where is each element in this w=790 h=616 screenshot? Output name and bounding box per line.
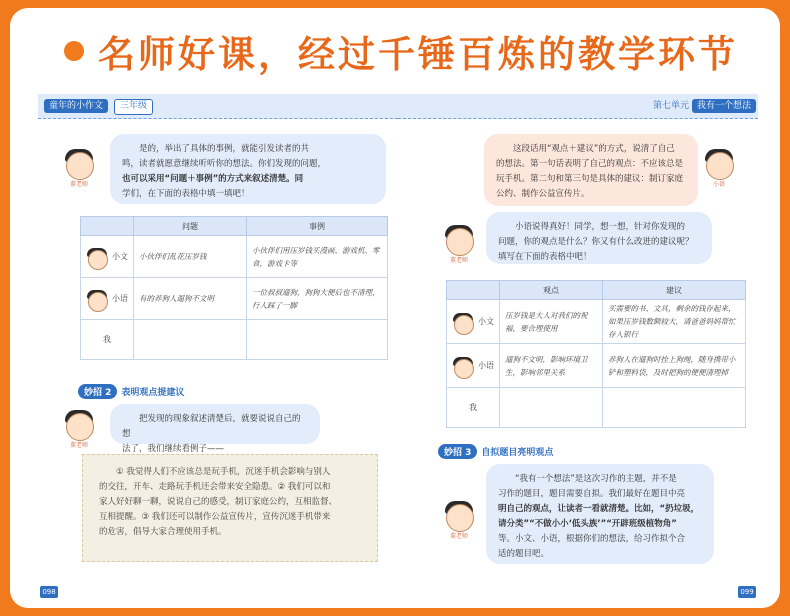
teacher-speech-bubble <box>486 212 712 264</box>
teacher-avatar-icon: 董老师 <box>442 222 476 262</box>
banner <box>10 8 780 90</box>
table-row <box>447 344 746 388</box>
tip-label: 自拟题目亮明观点 <box>481 448 554 458</box>
student-avatar-icon <box>452 354 474 378</box>
title-tag: 我有一个想法 <box>692 99 756 113</box>
bullet-dot-icon <box>64 41 84 61</box>
bubble-line: 鸣，读者就愿意继续听听你的想法。你们发现的问题， <box>122 159 327 169</box>
book-spread <box>38 94 758 604</box>
grade-tag: 三年级 <box>114 99 153 115</box>
row-label: 我 <box>81 320 134 360</box>
bubble-line: 填写在下面的表格中吧！ <box>498 252 592 262</box>
book-tag: 童年的小作文 <box>44 99 108 113</box>
bubble-line: 明自己的观点，让读者一看就清楚。比如，“扔垃圾， <box>498 504 700 514</box>
bubble-line: 适的题目吧。 <box>498 549 550 559</box>
student-speech-bubble <box>484 134 698 206</box>
tip-heading <box>78 384 184 399</box>
teacher-avatar-icon: 董老师 <box>442 498 476 538</box>
table-header: 事例 <box>247 217 388 236</box>
bubble-line: 的想法。第一句话表明了自己的观点：不应该总是 <box>496 159 684 169</box>
note-line: 互相提醒。③ 我们还可以制作公益宣传片，宣传沉迷手机带来 <box>99 512 331 522</box>
table-cell[interactable] <box>603 388 746 428</box>
table-row <box>447 300 746 344</box>
table-cell[interactable] <box>500 388 603 428</box>
table-row <box>81 320 388 360</box>
bubble-line: 习作的题目，题目需要自拟。我们最好在题目中亮 <box>498 489 686 499</box>
table-cell[interactable]: 遛狗不文明，影响环境卫生，影响邻里关系 <box>500 344 603 388</box>
table-header <box>81 217 134 236</box>
bubble-line: 问题，你的观点是什么？你又有什么改进的建议呢？ <box>498 237 694 247</box>
left-page <box>38 94 398 604</box>
bubble-line: 是的，举出了具体的事例，就能引发读者的共 <box>139 144 310 154</box>
tip-pill: 妙招 2 <box>78 384 117 399</box>
student-avatar-icon <box>86 245 108 269</box>
table-cell[interactable]: 养狗人在遛狗时拴上狗绳，随身携带小铲和塑料袋，及时把狗的便便清理掉 <box>603 344 746 388</box>
bubble-line: 公约、制作公益宣传片。 <box>496 189 590 199</box>
table-row <box>81 278 388 320</box>
table-header: 建议 <box>603 281 746 300</box>
right-page <box>398 94 758 604</box>
unit-tag: 第七单元 <box>653 101 690 111</box>
page-number: 098 <box>40 586 58 598</box>
example-note-card <box>82 454 378 562</box>
note-line: ① 我觉得人们不应该总是玩手机，沉迷手机会影响与别人 <box>116 467 331 477</box>
left-header-bar <box>38 94 398 119</box>
bubble-line: 这段话用“观点＋建议”的方式，说清了自己 <box>513 144 675 154</box>
teacher-speech-bubble <box>486 464 714 564</box>
bubble-line: 学们，在下面的表格中填一填吧！ <box>122 189 250 199</box>
row-label: 我 <box>447 388 500 428</box>
student-avatar-icon <box>86 287 108 311</box>
note-line: 家人好好聊一聊，说说自己的感受，制订家庭公约，互相监督、 <box>99 497 338 507</box>
note-line: 的交往，开车、走路玩手机还会带来安全隐患。② 我们可以和 <box>99 482 331 492</box>
tip-heading <box>438 444 553 459</box>
bubble-line: 请分类”“不做小小‘低头族’”“开辟班级植物角” <box>498 519 677 529</box>
tip-pill: 妙招 3 <box>438 444 477 459</box>
table-row <box>81 236 388 278</box>
bubble-line: 等。小文、小语，根据你们的想法，给习作拟个合 <box>498 534 686 544</box>
table-cell[interactable] <box>247 320 388 360</box>
row-label: 小语 <box>112 294 128 303</box>
row-label: 小文 <box>112 252 128 261</box>
page-number: 099 <box>738 586 756 598</box>
bubble-line: “我有一个想法”是这次习作的主题，并不是 <box>515 474 677 484</box>
row-label: 小语 <box>478 361 494 370</box>
table-cell[interactable] <box>134 320 247 360</box>
teacher-speech-bubble <box>110 404 320 454</box>
row-label: 小文 <box>478 317 494 326</box>
table-cell[interactable]: 压岁钱是大人对我们的祝福，要合理使用 <box>500 300 603 344</box>
right-header-bar <box>398 94 758 119</box>
problem-example-table <box>80 216 388 360</box>
view-suggestion-table <box>446 280 746 428</box>
table-cell[interactable]: 小伙伴们乱花压岁钱 <box>134 236 247 278</box>
teacher-avatar-icon: 董老师 <box>62 407 96 447</box>
table-cell[interactable]: 一位叔叔遛狗，狗狗大便后也不清理，行人踩了一脚 <box>247 278 388 320</box>
table-header: 问题 <box>134 217 247 236</box>
teacher-avatar-icon: 董老师 <box>62 146 96 186</box>
table-cell[interactable]: 有的养狗人遛狗不文明 <box>134 278 247 320</box>
note-line: 的危害，倡导大家合理使用手机。 <box>99 527 227 537</box>
table-header <box>447 281 500 300</box>
bubble-line: 也可以采用“问题＋事例”的方式来叙述清楚。同 <box>122 174 304 184</box>
table-header: 观点 <box>500 281 603 300</box>
banner-title: 名师好课，经过千锤百炼的教学环节 <box>98 33 738 76</box>
bubble-line: 玩手机。第二句和第三句是具体的建议：制订家庭 <box>496 174 684 184</box>
content-card <box>10 8 780 608</box>
bubble-line: 小语说得真好！同学，想一想，针对你发现的 <box>515 222 686 232</box>
tip-label: 表明观点提建议 <box>121 388 185 398</box>
teacher-speech-bubble <box>110 134 386 204</box>
bubble-line: 把发现的现象叙述清楚后，就要说说自己的想 <box>122 414 301 439</box>
student-avatar-icon <box>452 310 474 334</box>
bubble-line: 法了，我们继续看例子—— <box>122 444 225 454</box>
student-avatar-icon: 小语 <box>702 146 736 186</box>
table-cell[interactable]: 小伙伴们用压岁钱买漫画、游戏机、零食，游戏卡等 <box>247 236 388 278</box>
table-cell[interactable]: 买需要的书、文具，剩余的钱存起来，如果压岁钱数额较大，请爸爸妈妈帮忙存入银行 <box>603 300 746 344</box>
table-row <box>447 388 746 428</box>
